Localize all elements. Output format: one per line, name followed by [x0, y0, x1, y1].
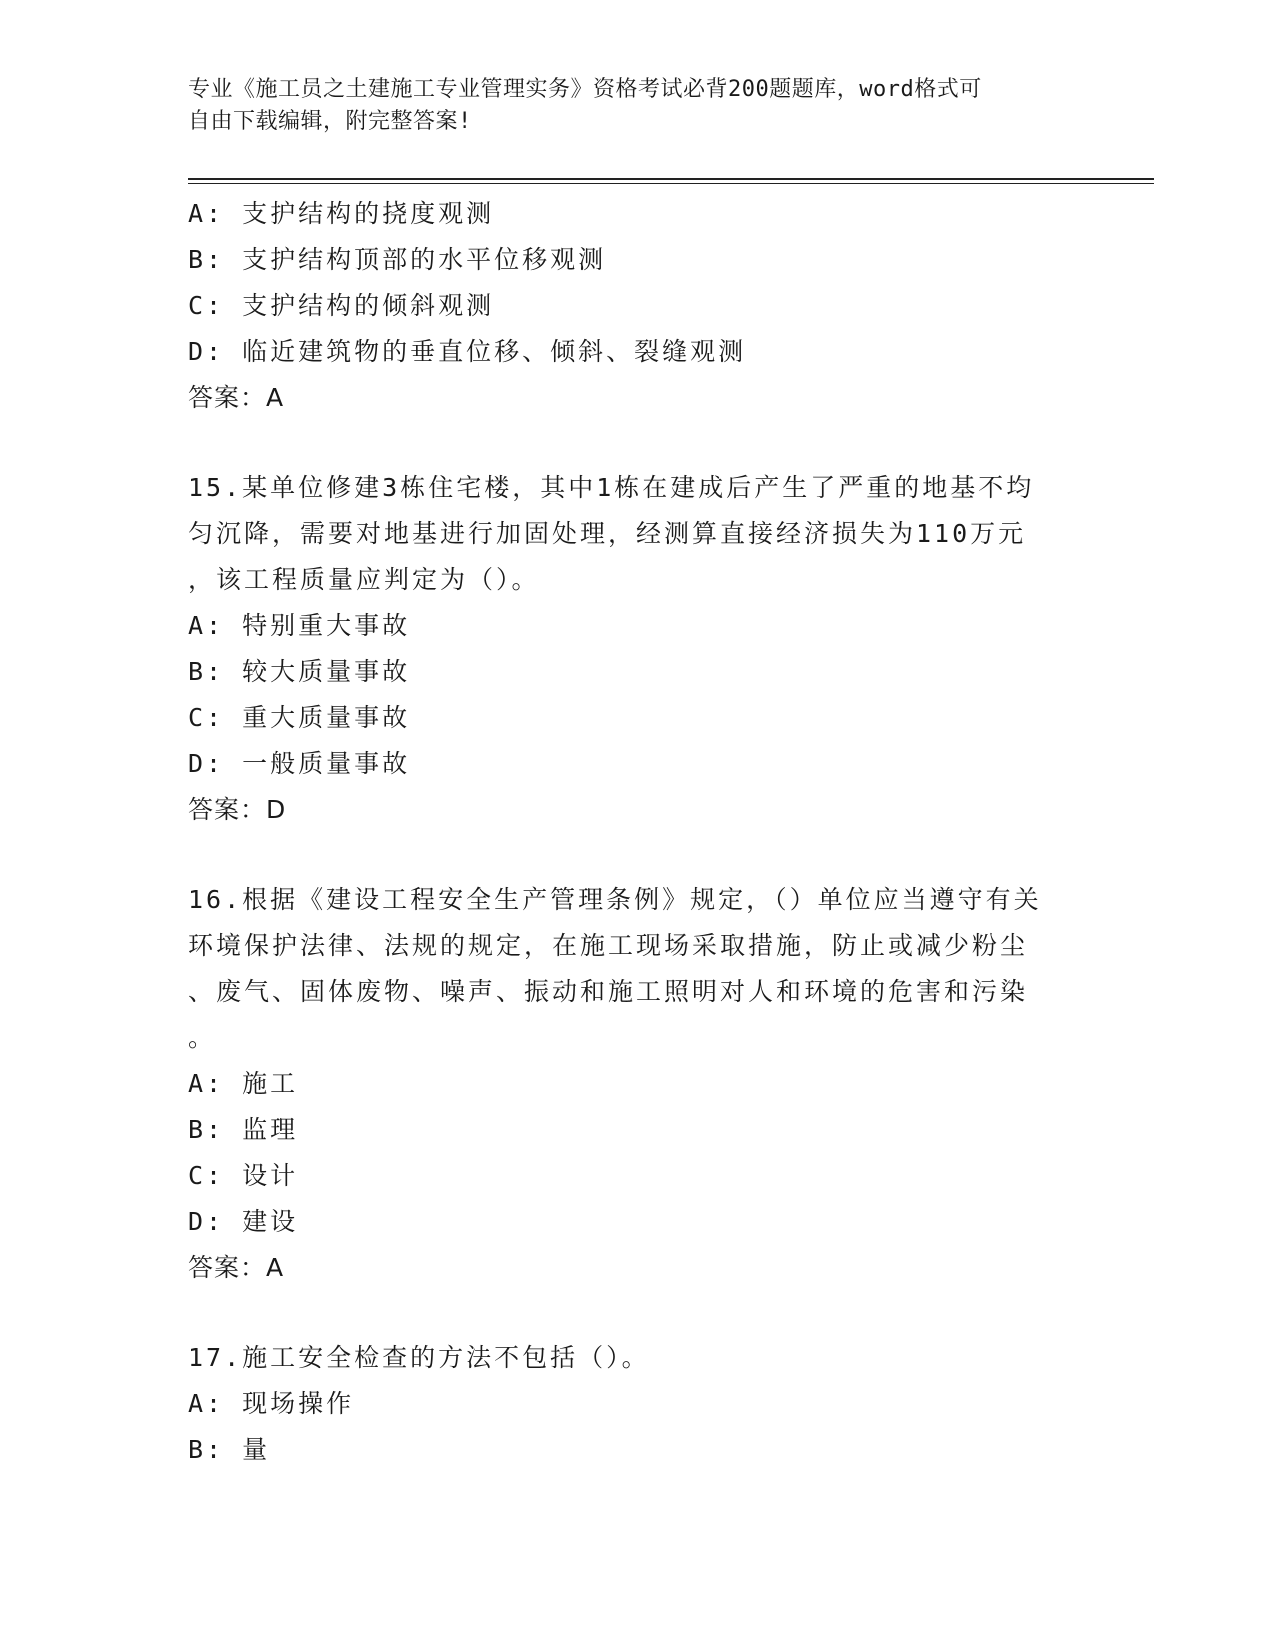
spacer: [188, 421, 1088, 465]
header-divider-thick: [188, 178, 1154, 180]
question-text-line: 15.某单位修建3栋住宅楼，其中1栋在建成后产生了严重的地基不均: [188, 473, 1035, 502]
answer: 答案：D: [188, 795, 287, 824]
spacer: [188, 833, 1088, 877]
option-b: B: 监理: [188, 1115, 299, 1144]
option-b: B: 量: [188, 1435, 271, 1464]
question-text-line: 。: [188, 1023, 217, 1052]
header-line-2: 自由下载编辑，附完整答案!: [188, 109, 472, 134]
question-text-line: 、废气、固体废物、噪声、振动和施工照明对人和环境的危害和污染: [188, 977, 1029, 1006]
option-c: C: 重大质量事故: [188, 703, 411, 732]
question-content: [188, 191, 1088, 1473]
option-b: B: 支护结构顶部的水平位移观测: [188, 245, 607, 274]
spacer: [188, 1291, 1088, 1335]
option-c: C: 设计: [188, 1161, 299, 1190]
question-text-line: 17.施工安全检查的方法不包括（）。: [188, 1343, 650, 1372]
option-d: D: 临近建筑物的垂直位移、倾斜、裂缝观测: [188, 337, 747, 366]
header-line-1: 专业《施工员之土建施工专业管理实务》资格考试必背200题题库，word格式可: [188, 77, 982, 102]
option-c: C: 支护结构的倾斜观测: [188, 291, 495, 320]
answer: 答案：A: [188, 383, 285, 412]
question-14-block: [188, 191, 1088, 421]
option-b: B: 较大质量事故: [188, 657, 411, 686]
option-d: D: 建设: [188, 1207, 299, 1236]
option-a: A: 施工: [188, 1069, 299, 1098]
question-15-block: [188, 465, 1088, 833]
option-d: D: 一般质量事故: [188, 749, 411, 778]
question-text-line: 环境保护法律、法规的规定，在施工现场采取措施，防止或减少粉尘: [188, 931, 1029, 960]
header-divider-thin: [188, 183, 1154, 184]
question-text-line: 16.根据《建设工程安全生产管理条例》规定，（）单位应当遵守有关: [188, 885, 1042, 914]
question-text-line: ，该工程质量应判定为（）。: [188, 565, 540, 594]
question-17-block: [188, 1335, 1088, 1473]
document-header: [188, 74, 1068, 138]
question-text-line: 匀沉降，需要对地基进行加固处理，经测算直接经济损失为110万元: [188, 519, 1027, 548]
option-a: A: 支护结构的挠度观测: [188, 199, 495, 228]
option-a: A: 特别重大事故: [188, 611, 411, 640]
question-16-block: [188, 877, 1088, 1291]
option-a: A: 现场操作: [188, 1389, 355, 1418]
answer: 答案：A: [188, 1253, 285, 1282]
